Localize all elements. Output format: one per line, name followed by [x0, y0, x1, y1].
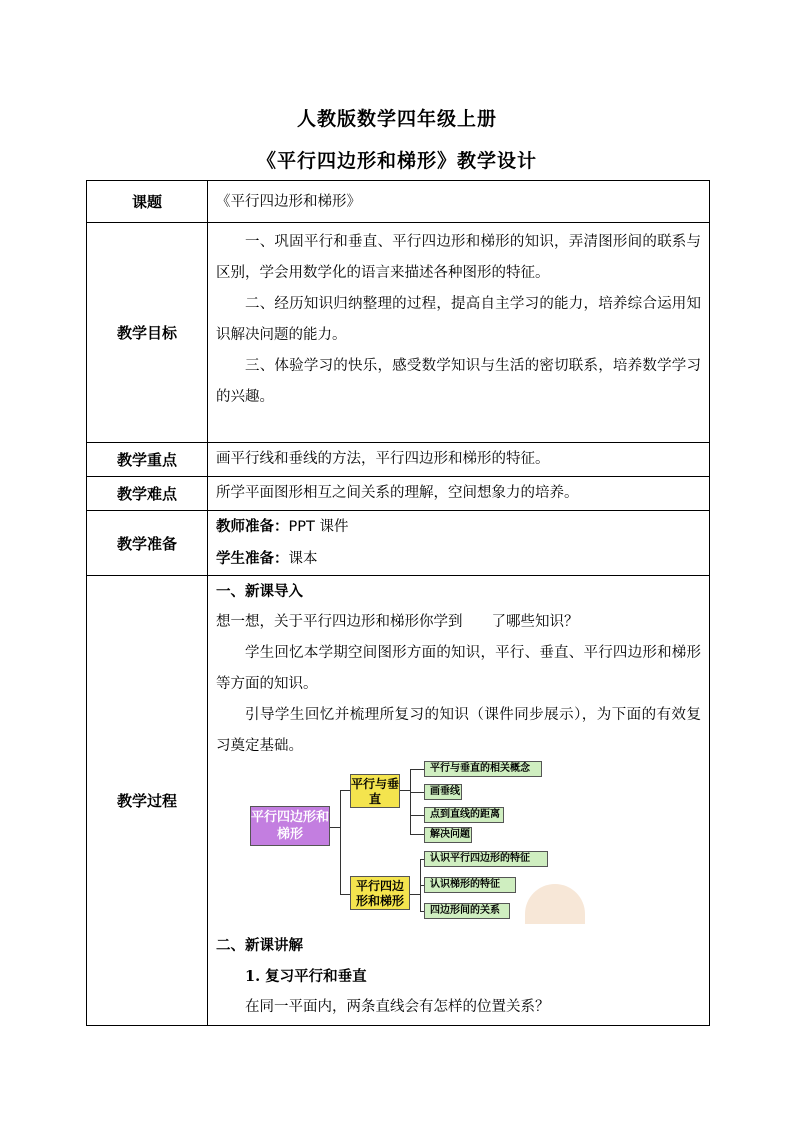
process-paragraph: 想一想，关于平行四边形和梯形你学到 了哪些知识？ — [216, 614, 579, 630]
mindmap-leaf: 认识平行四边形的特征 — [424, 851, 548, 867]
preparation-label: 教学准备 — [87, 511, 208, 576]
student-prep — [216, 543, 701, 575]
knowledge-mind-map — [250, 764, 550, 924]
topic-value: 《平行四边形和梯形》 — [216, 193, 361, 210]
row-key-points — [87, 443, 710, 477]
mindmap-leaf: 画垂线 — [424, 784, 462, 800]
lesson-plan-table — [86, 180, 710, 1026]
teacher-prep-label: 教师准备： — [216, 518, 289, 535]
decorative-arc — [525, 884, 585, 924]
teacher-prep-value: PPT 课件 — [288, 519, 349, 535]
mindmap-leaf: 认识梯形的特征 — [424, 877, 516, 893]
row-process — [87, 576, 710, 1026]
key-points-value: 画平行线和垂线的方法，平行四边形和梯形的特征。 — [216, 451, 550, 467]
goals-label: 教学目标 — [87, 223, 208, 443]
mindmap-leaf: 点到直线的距离 — [424, 807, 504, 823]
teacher-prep — [216, 511, 701, 543]
process-paragraph: 在同一平面内，两条直线会有怎样的位置关系？ — [245, 999, 550, 1015]
mindmap-root: 平行四边形和梯形 — [250, 806, 330, 846]
goal-item: 一、巩固平行和垂直、平行四边形和梯形的知识，弄清图形间的联系与区别，学会用数学化的语言来描述各种图形的特征。 — [216, 234, 701, 281]
document-title: 人教版数学四年级上册 — [296, 108, 497, 130]
mindmap-leaf: 四边形间的关系 — [424, 903, 510, 919]
row-goals — [87, 223, 710, 443]
document-subtitle: 《平行四边形和梯形》教学设计 — [256, 150, 537, 172]
row-topic — [87, 181, 710, 223]
process-paragraph: 引导学生回忆并梳理所复习的知识（课件同步展示），为下面的有效复习奠定基础。 — [216, 707, 701, 754]
student-prep-label: 学生准备： — [216, 550, 289, 567]
difficulties-value: 所学平面图形相互之间关系的理解，空间想象力的培养。 — [216, 485, 579, 501]
topic-label: 课题 — [87, 181, 208, 223]
mindmap-branch: 平行与垂直 — [350, 774, 400, 808]
section2-heading: 二、新课讲解 — [216, 937, 303, 954]
row-preparation — [87, 511, 710, 576]
goals-list — [208, 223, 709, 413]
process-paragraph: 学生回忆本学期空间图形方面的知识，平行、垂直、平行四边形和梯形等方面的知识。 — [216, 645, 701, 692]
process-label: 教学过程 — [87, 576, 208, 1026]
subsection-heading: 1. 复习平行和垂直 — [245, 968, 367, 985]
section1-heading: 一、新课导入 — [216, 583, 303, 600]
preparation-content — [208, 511, 709, 575]
goal-item: 三、体验学习的快乐，感受数学知识与生活的密切联系，培养数学学习的兴趣。 — [216, 358, 701, 405]
mindmap-branch: 平行四边形和梯形 — [350, 876, 410, 910]
difficulties-label: 教学难点 — [87, 477, 208, 511]
row-difficulties — [87, 477, 710, 511]
mindmap-leaf: 解决问题 — [424, 827, 472, 843]
key-points-label: 教学重点 — [87, 443, 208, 477]
mindmap-leaf: 平行与垂直的相关概念 — [424, 761, 542, 777]
process-content — [208, 576, 709, 1023]
student-prep-value: 课本 — [288, 551, 318, 567]
goal-item: 二、经历知识归纳整理的过程，提高自主学习的能力，培养综合运用知识解决问题的能力。 — [216, 296, 701, 343]
